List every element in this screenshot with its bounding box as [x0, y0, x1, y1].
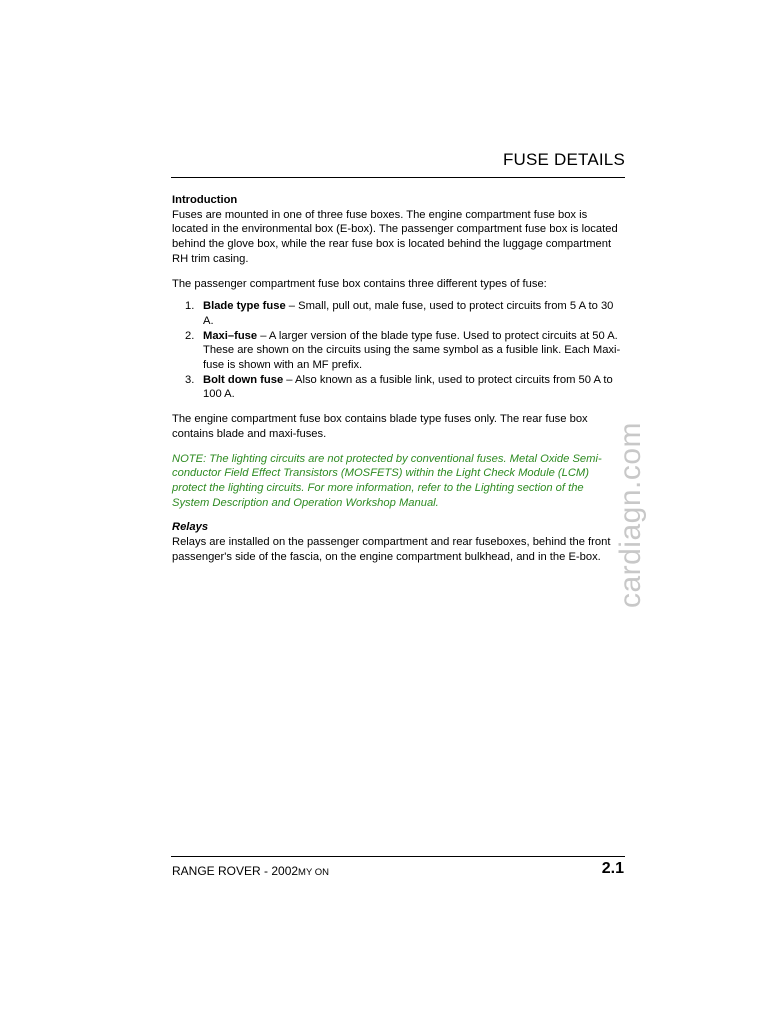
introduction-paragraph-2: The passenger compartment fuse box contains three different types of fuse: [172, 277, 547, 290]
introduction-paragraph-3: The engine compartment fuse box contains blade type fuses only. The rear fuse box contains blade and maxi-fuses. [172, 413, 588, 440]
list-item-term: Maxi–fuse [203, 329, 258, 342]
introduction-heading: Introduction [172, 194, 238, 206]
page-title: FUSE DETAILS [502, 150, 625, 169]
watermark: cardiagn.com [614, 421, 647, 609]
list-item-term: Blade type fuse [203, 300, 286, 313]
page-number: 2.1 [601, 860, 624, 877]
list-item-number: 3. [185, 373, 195, 386]
lighting-note: NOTE: The lighting circuits are not protected by conventional fuses. Metal Oxide Semi-conductor Field Effect Transistors (MOSFETS) within the Light Check Module (LCM) protect the lighting circuits. For more information, refer to the Lighting section of the System Description and Operation Workshop Manual. [172, 452, 602, 509]
list-item [172, 373, 624, 402]
list-item [172, 329, 624, 373]
list-item-number: 2. [185, 329, 195, 342]
list-item-text: – A larger version of the blade type fuse. Used to protect circuits at 50 A. These are shown on the circuits using the same symbol as a fusible link. Each Maxi-fuse is shown with an MF prefix. [203, 329, 621, 372]
relays-heading: Relays [172, 521, 209, 534]
introduction-paragraph-1: Fuses are mounted in one of three fuse boxes. The engine compartment fuse box is located in the environmental box (E-box). The passenger compartment fuse box is located behind the glove box, while the rear fuse box is located behind the luggage compartment RH trim casing. [172, 208, 618, 265]
header-rule [171, 177, 625, 178]
fuse-type-list [172, 299, 624, 402]
footer-title-main: RANGE ROVER - 2002 [172, 864, 299, 878]
list-item-text: – Small, pull out, male fuse, used to protect circuits from 5 A to 30 A. [203, 300, 614, 327]
relays-paragraph: Relays are installed on the passenger compartment and rear fuseboxes, behind the front passenger's side of the fascia, on the engine compartment bulkhead, and in the E-box. [172, 536, 611, 563]
list-item-term: Bolt down fuse [203, 373, 284, 386]
list-item [172, 299, 624, 328]
footer-title [172, 864, 329, 878]
list-item-text: – Also known as a fusible link, used to protect circuits from 50 A to 100 A. [203, 373, 613, 401]
footer-rule [171, 856, 625, 857]
page-content [172, 193, 624, 564]
footer-title-suffix: MY ON [298, 867, 330, 878]
list-item-number: 1. [185, 300, 195, 313]
